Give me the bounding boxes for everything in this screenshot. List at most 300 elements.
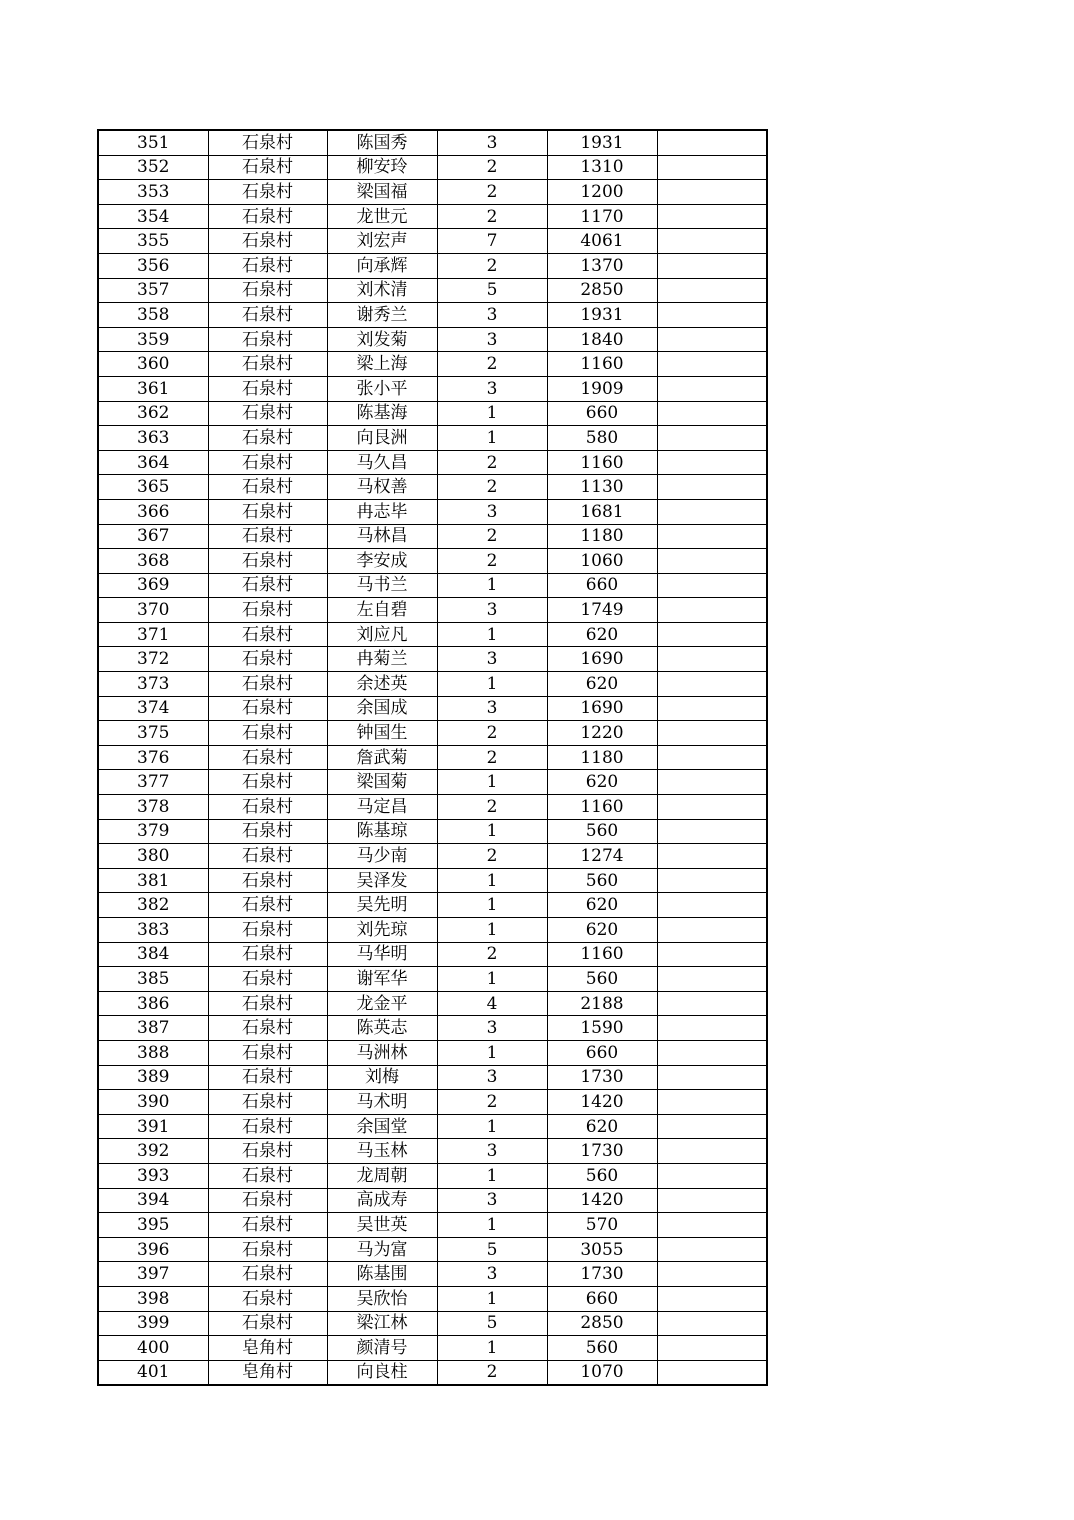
table-row [98, 991, 767, 1016]
note-cell [657, 278, 767, 303]
note-cell [657, 844, 767, 869]
note-cell [657, 1336, 767, 1361]
household-count-cell: 4 [437, 991, 547, 1016]
note-cell [657, 549, 767, 574]
village-cell: 石泉村 [208, 1040, 327, 1065]
name-cell: 马华明 [327, 942, 437, 967]
amount-cell: 660 [547, 401, 657, 426]
village-cell: 石泉村 [208, 1090, 327, 1115]
household-count-cell: 5 [437, 1237, 547, 1262]
village-cell: 石泉村 [208, 1213, 327, 1238]
amount-cell: 1160 [547, 450, 657, 475]
note-cell [657, 1360, 767, 1385]
amount-cell: 1730 [547, 1065, 657, 1090]
name-cell: 刘应凡 [327, 622, 437, 647]
village-cell: 石泉村 [208, 1163, 327, 1188]
village-cell: 石泉村 [208, 868, 327, 893]
household-count-cell: 1 [437, 868, 547, 893]
village-cell: 石泉村 [208, 967, 327, 992]
table-row [98, 1188, 767, 1213]
name-cell: 向艮洲 [327, 426, 437, 451]
table-row [98, 204, 767, 229]
amount-cell: 1130 [547, 475, 657, 500]
name-cell: 冉志毕 [327, 499, 437, 524]
table-row [98, 1286, 767, 1311]
household-count-cell: 3 [437, 376, 547, 401]
amount-cell: 1749 [547, 598, 657, 623]
table-row [98, 1065, 767, 1090]
table-row [98, 967, 767, 992]
household-count-cell: 1 [437, 819, 547, 844]
household-count-cell: 3 [437, 598, 547, 623]
note-cell [657, 253, 767, 278]
note-cell [657, 1139, 767, 1164]
table-row [98, 155, 767, 180]
village-cell: 石泉村 [208, 549, 327, 574]
row-number-cell: 377 [98, 770, 208, 795]
village-cell: 石泉村 [208, 1139, 327, 1164]
amount-cell: 1170 [547, 204, 657, 229]
row-number-cell: 372 [98, 647, 208, 672]
village-cell: 石泉村 [208, 573, 327, 598]
name-cell: 刘术清 [327, 278, 437, 303]
village-cell: 石泉村 [208, 278, 327, 303]
row-number-cell: 366 [98, 499, 208, 524]
household-count-cell: 2 [437, 180, 547, 205]
table-row [98, 647, 767, 672]
row-number-cell: 397 [98, 1262, 208, 1287]
household-count-cell: 3 [437, 1188, 547, 1213]
name-cell: 马定昌 [327, 795, 437, 820]
table-row [98, 918, 767, 943]
amount-cell: 1730 [547, 1262, 657, 1287]
data-table [97, 129, 768, 1386]
note-cell [657, 918, 767, 943]
household-count-cell: 7 [437, 229, 547, 254]
household-count-cell: 1 [437, 1286, 547, 1311]
name-cell: 颜清号 [327, 1336, 437, 1361]
name-cell: 刘梅 [327, 1065, 437, 1090]
household-count-cell: 3 [437, 327, 547, 352]
row-number-cell: 354 [98, 204, 208, 229]
village-cell: 石泉村 [208, 1237, 327, 1262]
row-number-cell: 396 [98, 1237, 208, 1262]
note-cell [657, 499, 767, 524]
village-cell: 石泉村 [208, 918, 327, 943]
name-cell: 向良柱 [327, 1360, 437, 1385]
household-count-cell: 2 [437, 745, 547, 770]
row-number-cell: 356 [98, 253, 208, 278]
village-cell: 石泉村 [208, 1188, 327, 1213]
row-number-cell: 359 [98, 327, 208, 352]
row-number-cell: 374 [98, 696, 208, 721]
amount-cell: 1840 [547, 327, 657, 352]
amount-cell: 1070 [547, 1360, 657, 1385]
table-row [98, 327, 767, 352]
village-cell: 石泉村 [208, 696, 327, 721]
household-count-cell: 2 [437, 1090, 547, 1115]
row-number-cell: 385 [98, 967, 208, 992]
table-row [98, 1213, 767, 1238]
village-cell: 石泉村 [208, 795, 327, 820]
table-row [98, 1040, 767, 1065]
table-row [98, 1237, 767, 1262]
village-cell: 石泉村 [208, 1114, 327, 1139]
name-cell: 张小平 [327, 376, 437, 401]
name-cell: 柳安玲 [327, 155, 437, 180]
table-row [98, 303, 767, 328]
amount-cell: 1310 [547, 155, 657, 180]
row-number-cell: 373 [98, 672, 208, 697]
note-cell [657, 622, 767, 647]
household-count-cell: 3 [437, 499, 547, 524]
table-row [98, 1360, 767, 1385]
amount-cell: 560 [547, 1336, 657, 1361]
table-row [98, 721, 767, 746]
name-cell: 梁上海 [327, 352, 437, 377]
row-number-cell: 369 [98, 573, 208, 598]
table-row [98, 868, 767, 893]
table-row [98, 253, 767, 278]
table-row [98, 1090, 767, 1115]
name-cell: 冉菊兰 [327, 647, 437, 672]
amount-cell: 1681 [547, 499, 657, 524]
row-number-cell: 401 [98, 1360, 208, 1385]
note-cell [657, 426, 767, 451]
amount-cell: 560 [547, 1163, 657, 1188]
name-cell: 马少南 [327, 844, 437, 869]
note-cell [657, 1114, 767, 1139]
village-cell: 石泉村 [208, 991, 327, 1016]
name-cell: 陈基琼 [327, 819, 437, 844]
amount-cell: 660 [547, 573, 657, 598]
note-cell [657, 327, 767, 352]
table-row [98, 844, 767, 869]
village-cell: 石泉村 [208, 1311, 327, 1336]
name-cell: 陈英志 [327, 1016, 437, 1041]
table-row [98, 795, 767, 820]
village-cell: 石泉村 [208, 352, 327, 377]
name-cell: 吴先明 [327, 893, 437, 918]
name-cell: 梁国菊 [327, 770, 437, 795]
amount-cell: 1590 [547, 1016, 657, 1041]
note-cell [657, 745, 767, 770]
amount-cell: 580 [547, 426, 657, 451]
household-count-cell: 1 [437, 672, 547, 697]
table-row [98, 942, 767, 967]
amount-cell: 1180 [547, 745, 657, 770]
village-cell: 皂角村 [208, 1360, 327, 1385]
note-cell [657, 647, 767, 672]
note-cell [657, 524, 767, 549]
household-count-cell: 1 [437, 1163, 547, 1188]
household-count-cell: 3 [437, 1139, 547, 1164]
name-cell: 詹武菊 [327, 745, 437, 770]
table-row [98, 401, 767, 426]
household-count-cell: 2 [437, 942, 547, 967]
name-cell: 刘先琼 [327, 918, 437, 943]
amount-cell: 560 [547, 819, 657, 844]
amount-cell: 1160 [547, 352, 657, 377]
household-count-cell: 2 [437, 155, 547, 180]
table-row [98, 549, 767, 574]
village-cell: 石泉村 [208, 155, 327, 180]
row-number-cell: 386 [98, 991, 208, 1016]
household-count-cell: 1 [437, 1040, 547, 1065]
village-cell: 石泉村 [208, 942, 327, 967]
row-number-cell: 371 [98, 622, 208, 647]
amount-cell: 620 [547, 622, 657, 647]
row-number-cell: 379 [98, 819, 208, 844]
household-count-cell: 2 [437, 721, 547, 746]
table-row [98, 1114, 767, 1139]
amount-cell: 1420 [547, 1090, 657, 1115]
village-cell: 石泉村 [208, 844, 327, 869]
amount-cell: 560 [547, 967, 657, 992]
note-cell [657, 180, 767, 205]
note-cell [657, 475, 767, 500]
amount-cell: 570 [547, 1213, 657, 1238]
amount-cell: 620 [547, 918, 657, 943]
name-cell: 钟国生 [327, 721, 437, 746]
name-cell: 陈基海 [327, 401, 437, 426]
amount-cell: 560 [547, 868, 657, 893]
note-cell [657, 204, 767, 229]
amount-cell: 4061 [547, 229, 657, 254]
note-cell [657, 303, 767, 328]
row-number-cell: 358 [98, 303, 208, 328]
name-cell: 马玉林 [327, 1139, 437, 1164]
row-number-cell: 363 [98, 426, 208, 451]
table-row [98, 1139, 767, 1164]
name-cell: 吴世英 [327, 1213, 437, 1238]
village-cell: 石泉村 [208, 204, 327, 229]
table-row [98, 598, 767, 623]
amount-cell: 2850 [547, 1311, 657, 1336]
amount-cell: 2188 [547, 991, 657, 1016]
row-number-cell: 384 [98, 942, 208, 967]
household-count-cell: 1 [437, 401, 547, 426]
name-cell: 刘宏声 [327, 229, 437, 254]
household-count-cell: 2 [437, 450, 547, 475]
row-number-cell: 393 [98, 1163, 208, 1188]
amount-cell: 1690 [547, 647, 657, 672]
table-body [98, 130, 767, 1385]
name-cell: 刘发菊 [327, 327, 437, 352]
table-row [98, 1016, 767, 1041]
household-count-cell: 3 [437, 696, 547, 721]
note-cell [657, 155, 767, 180]
amount-cell: 620 [547, 1114, 657, 1139]
table-row [98, 180, 767, 205]
note-cell [657, 967, 767, 992]
amount-cell: 1180 [547, 524, 657, 549]
row-number-cell: 365 [98, 475, 208, 500]
household-count-cell: 5 [437, 1311, 547, 1336]
household-count-cell: 1 [437, 1213, 547, 1238]
note-cell [657, 942, 767, 967]
village-cell: 石泉村 [208, 524, 327, 549]
amount-cell: 1274 [547, 844, 657, 869]
note-cell [657, 1188, 767, 1213]
name-cell: 余国堂 [327, 1114, 437, 1139]
household-count-cell: 2 [437, 253, 547, 278]
amount-cell: 1060 [547, 549, 657, 574]
name-cell: 余国成 [327, 696, 437, 721]
amount-cell: 1370 [547, 253, 657, 278]
household-count-cell: 1 [437, 573, 547, 598]
table-row [98, 475, 767, 500]
note-cell [657, 1213, 767, 1238]
village-cell: 石泉村 [208, 745, 327, 770]
name-cell: 马洲林 [327, 1040, 437, 1065]
table-row [98, 524, 767, 549]
village-cell: 石泉村 [208, 426, 327, 451]
village-cell: 石泉村 [208, 401, 327, 426]
household-count-cell: 1 [437, 893, 547, 918]
household-count-cell: 1 [437, 918, 547, 943]
name-cell: 谢军华 [327, 967, 437, 992]
table-row [98, 450, 767, 475]
row-number-cell: 375 [98, 721, 208, 746]
row-number-cell: 353 [98, 180, 208, 205]
household-count-cell: 2 [437, 204, 547, 229]
row-number-cell: 389 [98, 1065, 208, 1090]
row-number-cell: 400 [98, 1336, 208, 1361]
note-cell [657, 598, 767, 623]
village-cell: 石泉村 [208, 622, 327, 647]
name-cell: 谢秀兰 [327, 303, 437, 328]
note-cell [657, 991, 767, 1016]
amount-cell: 620 [547, 672, 657, 697]
village-cell: 石泉村 [208, 1016, 327, 1041]
village-cell: 石泉村 [208, 475, 327, 500]
village-cell: 石泉村 [208, 303, 327, 328]
table-row [98, 696, 767, 721]
household-count-cell: 2 [437, 549, 547, 574]
note-cell [657, 770, 767, 795]
name-cell: 马术明 [327, 1090, 437, 1115]
row-number-cell: 399 [98, 1311, 208, 1336]
table-row [98, 893, 767, 918]
amount-cell: 3055 [547, 1237, 657, 1262]
village-cell: 石泉村 [208, 229, 327, 254]
household-count-cell: 3 [437, 1065, 547, 1090]
table-row [98, 376, 767, 401]
table-row [98, 352, 767, 377]
village-cell: 石泉村 [208, 327, 327, 352]
row-number-cell: 360 [98, 352, 208, 377]
amount-cell: 1200 [547, 180, 657, 205]
table-row [98, 573, 767, 598]
name-cell: 高成寿 [327, 1188, 437, 1213]
household-count-cell: 5 [437, 278, 547, 303]
amount-cell: 660 [547, 1040, 657, 1065]
note-cell [657, 1237, 767, 1262]
row-number-cell: 376 [98, 745, 208, 770]
name-cell: 梁江林 [327, 1311, 437, 1336]
name-cell: 左自碧 [327, 598, 437, 623]
name-cell: 马久昌 [327, 450, 437, 475]
row-number-cell: 378 [98, 795, 208, 820]
name-cell: 马书兰 [327, 573, 437, 598]
note-cell [657, 696, 767, 721]
row-number-cell: 362 [98, 401, 208, 426]
amount-cell: 1931 [547, 130, 657, 155]
village-cell: 石泉村 [208, 598, 327, 623]
household-count-cell: 3 [437, 647, 547, 672]
amount-cell: 1909 [547, 376, 657, 401]
note-cell [657, 352, 767, 377]
household-count-cell: 2 [437, 844, 547, 869]
row-number-cell: 398 [98, 1286, 208, 1311]
village-cell: 石泉村 [208, 819, 327, 844]
row-number-cell: 357 [98, 278, 208, 303]
note-cell [657, 1163, 767, 1188]
table-row [98, 770, 767, 795]
table-row [98, 426, 767, 451]
amount-cell: 620 [547, 893, 657, 918]
row-number-cell: 390 [98, 1090, 208, 1115]
note-cell [657, 229, 767, 254]
row-number-cell: 370 [98, 598, 208, 623]
name-cell: 李安成 [327, 549, 437, 574]
village-cell: 石泉村 [208, 770, 327, 795]
note-cell [657, 1040, 767, 1065]
table-row [98, 819, 767, 844]
household-count-cell: 3 [437, 1016, 547, 1041]
amount-cell: 1160 [547, 942, 657, 967]
row-number-cell: 394 [98, 1188, 208, 1213]
note-cell [657, 672, 767, 697]
row-number-cell: 361 [98, 376, 208, 401]
note-cell [657, 1262, 767, 1287]
row-number-cell: 380 [98, 844, 208, 869]
row-number-cell: 395 [98, 1213, 208, 1238]
note-cell [657, 1311, 767, 1336]
name-cell: 向承辉 [327, 253, 437, 278]
village-cell: 石泉村 [208, 647, 327, 672]
note-cell [657, 893, 767, 918]
amount-cell: 1931 [547, 303, 657, 328]
name-cell: 吴欣怡 [327, 1286, 437, 1311]
row-number-cell: 392 [98, 1139, 208, 1164]
village-cell: 皂角村 [208, 1336, 327, 1361]
amount-cell: 1690 [547, 696, 657, 721]
row-number-cell: 367 [98, 524, 208, 549]
village-cell: 石泉村 [208, 1065, 327, 1090]
row-number-cell: 368 [98, 549, 208, 574]
table-row [98, 745, 767, 770]
name-cell: 龙周朝 [327, 1163, 437, 1188]
table-row [98, 229, 767, 254]
name-cell: 龙世元 [327, 204, 437, 229]
row-number-cell: 351 [98, 130, 208, 155]
table-row [98, 278, 767, 303]
village-cell: 石泉村 [208, 180, 327, 205]
note-cell [657, 1286, 767, 1311]
name-cell: 吴泽发 [327, 868, 437, 893]
amount-cell: 1160 [547, 795, 657, 820]
note-cell [657, 450, 767, 475]
village-cell: 石泉村 [208, 1286, 327, 1311]
village-cell: 石泉村 [208, 672, 327, 697]
table-row [98, 1262, 767, 1287]
name-cell: 龙金平 [327, 991, 437, 1016]
table-row [98, 1311, 767, 1336]
row-number-cell: 355 [98, 229, 208, 254]
village-cell: 石泉村 [208, 130, 327, 155]
